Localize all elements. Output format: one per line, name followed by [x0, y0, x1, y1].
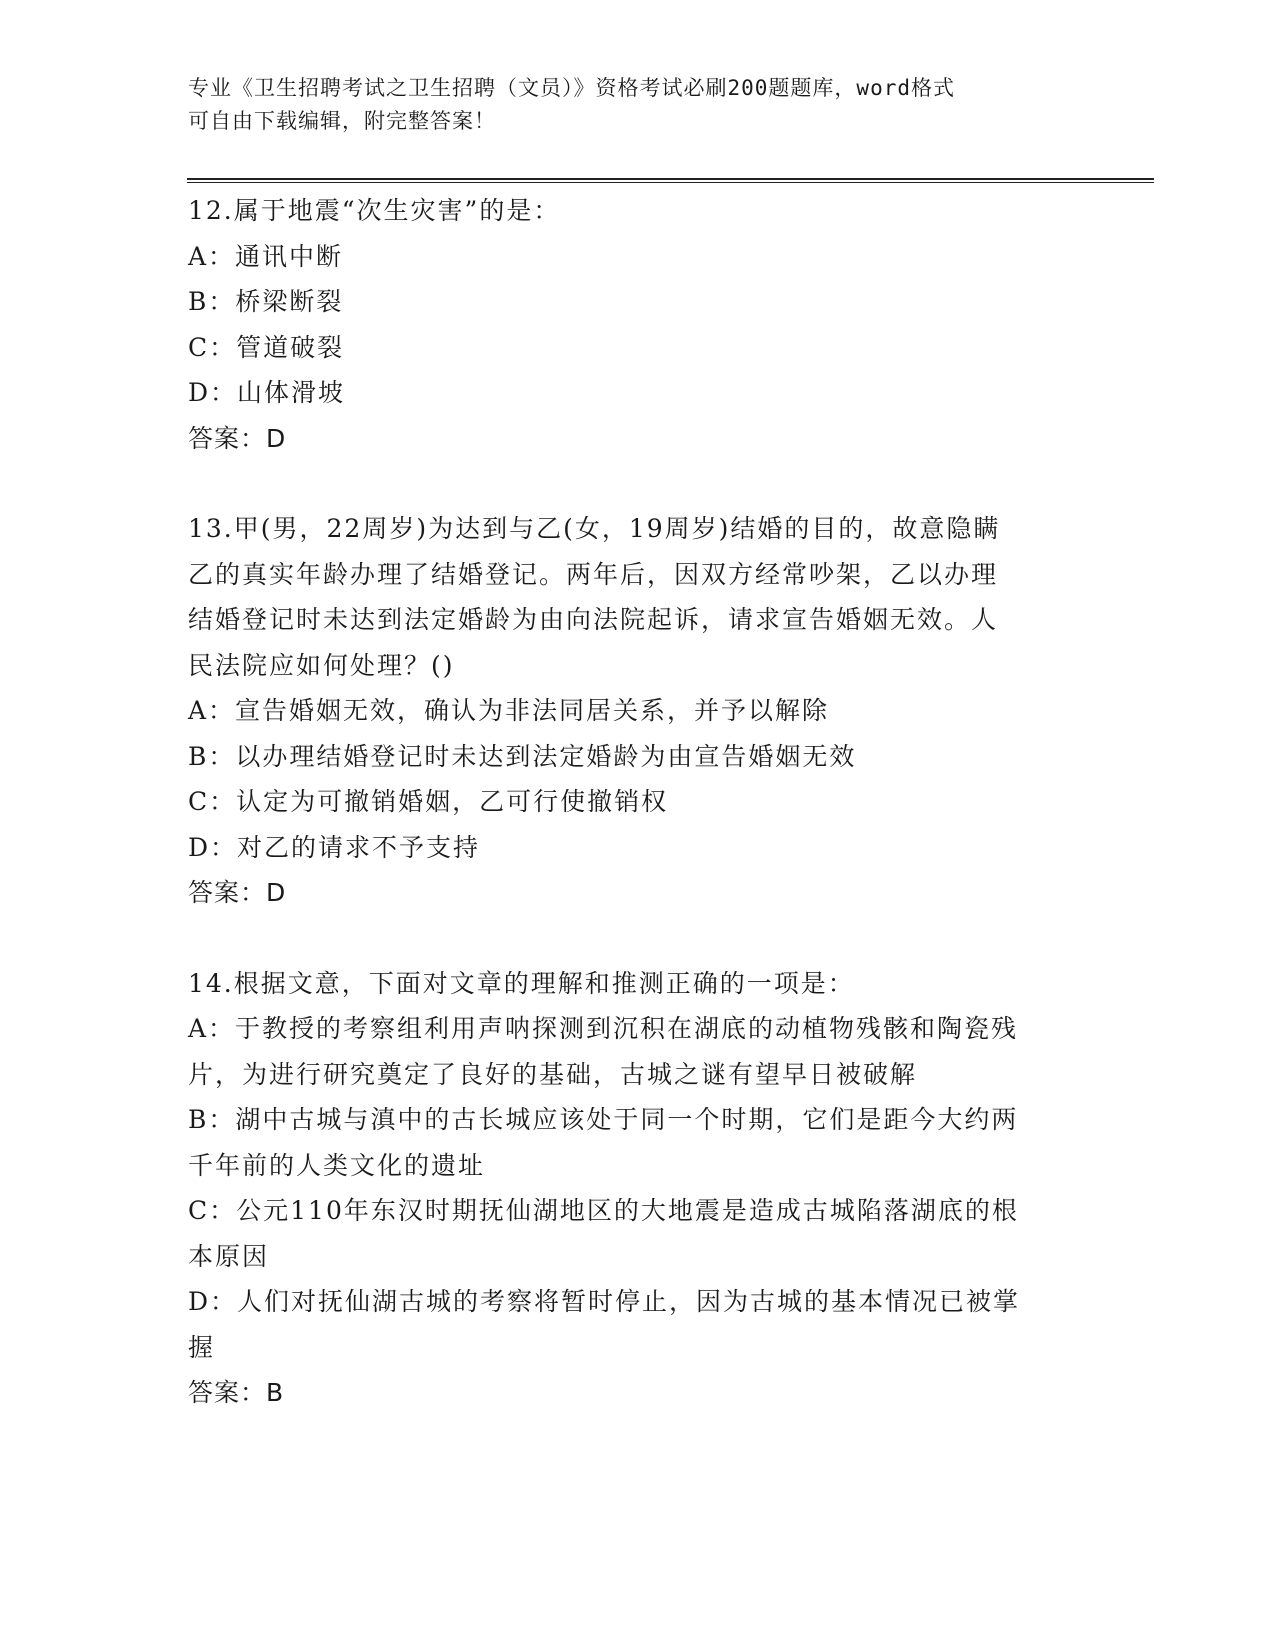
document-header — [188, 72, 1068, 138]
question-14 — [188, 961, 1088, 1416]
option-a-line-2: 片，为进行研究奠定了良好的基础，古城之谜有望早日被破解 — [188, 1059, 918, 1089]
question-stem-line-2: 乙的真实年龄办理了结婚登记。两年后，因双方经常吵架，乙以办理 — [188, 559, 999, 589]
answer: 答案：D — [188, 878, 287, 907]
option-c-line-2: 本原因 — [188, 1241, 270, 1271]
option-c: C：认定为可撤销婚姻，乙可行使撤销权 — [188, 787, 669, 816]
header-line-2: 可自由下载编辑，附完整答案！ — [188, 109, 496, 133]
question-stem-line-4: 民法院应如何处理？() — [188, 650, 455, 680]
header-divider — [187, 178, 1154, 183]
option-b: B：桥梁断裂 — [188, 287, 344, 316]
answer: 答案：B — [188, 1378, 285, 1407]
option-c-line-1: C：公元110年东汉时期抚仙湖地区的大地震是造成古城陷落湖底的根 — [188, 1196, 1019, 1225]
option-b: B：以办理结婚登记时未达到法定婚龄为由宣告婚姻无效 — [188, 741, 857, 771]
option-d-line-1: D：人们对抚仙湖古城的考察将暂时停止，因为古城的基本情况已被掌 — [188, 1287, 1021, 1316]
question-list — [188, 188, 1088, 1416]
option-a: A：通讯中断 — [188, 241, 344, 271]
answer: 答案：D — [188, 423, 287, 453]
question-12 — [188, 188, 1088, 461]
question-13 — [188, 506, 1088, 916]
option-d: D：山体滑坡 — [188, 378, 346, 407]
option-a: A：宣告婚姻无效，确认为非法同居关系，并予以解除 — [188, 696, 830, 725]
header-line-1: 专业《卫生招聘考试之卫生招聘（文员）》资格考试必刷200题题库，word格式 — [188, 76, 955, 100]
option-b-line-2: 千年前的人类文化的遗址 — [188, 1150, 486, 1180]
option-c: C：管道破裂 — [188, 332, 345, 362]
option-a-line-1: A：于教授的考察组利用声呐探测到沉积在湖底的动植物残骸和陶瓷残 — [188, 1014, 1019, 1043]
option-d-line-2: 握 — [188, 1332, 216, 1362]
option-d: D：对乙的请求不予支持 — [188, 832, 481, 862]
option-b-line-1: B：湖中古城与滇中的古长城应该处于同一个时期，它们是距今大约两 — [188, 1105, 1019, 1134]
question-stem: 12.属于地震“次生灾害”的是： — [188, 196, 561, 225]
question-stem-line-1: 13.甲(男，22周岁)为达到与乙(女，19周岁)结婚的目的，故意隐瞒 — [188, 514, 1001, 543]
question-stem: 14.根据文意，下面对文章的理解和推测正确的一项是： — [188, 968, 855, 998]
question-stem-line-3: 结婚登记时未达到法定婚龄为由向法院起诉，请求宣告婚姻无效。人 — [188, 605, 999, 634]
